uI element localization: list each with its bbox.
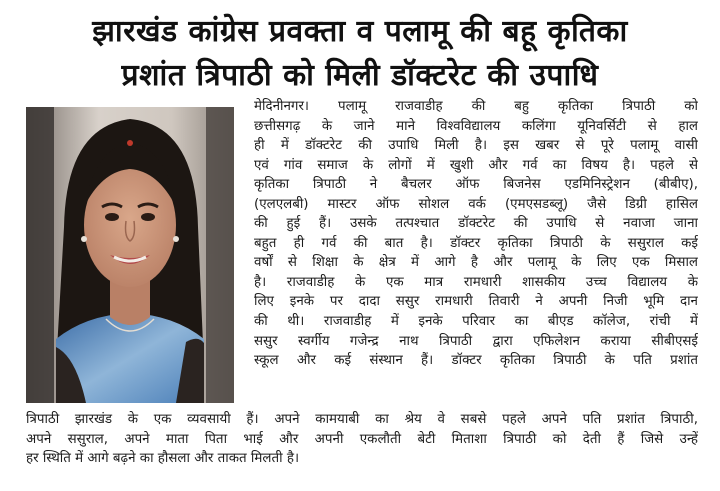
portrait-photo [26, 107, 234, 403]
article-line: स्कूल और कई संस्थान हैं। डॉक्टर कृतिका त्रिपाठी के पति प्रशांत [254, 353, 698, 369]
article-line: छत्तीसगढ़ के जाने माने विश्वविद्यालय कलिंगा यूनिवर्सिटी से हाल [254, 118, 698, 134]
article-line: लिए इनके पर दादा ससुर रामधारी तिवारी ने अपनी निजी भूमि दान [254, 294, 698, 310]
article-line: अपने ससुराल, अपने माता पिता भाई और अपनी एकलौती बेटी मिताशा त्रिपाठी को देती हैं जिसे उन्हें [26, 431, 698, 447]
article-line: (एलएलबी) मास्टर ऑफ सोशल वर्क (एमएसडब्लू) जैसे डिग्री हासिल [254, 196, 698, 212]
headline-line-1: झारखंड कांग्रेस प्रवक्ता व पलामू की बहू कृतिका [92, 14, 628, 49]
article-line: कृतिका त्रिपाठी ने बैचलर ऑफ बिजनेस एडमिनिस्ट्रेशन (बीबीए), [254, 177, 698, 193]
article-line: त्रिपाठी झारखंड के एक व्यवसायी हैं। अपने कामयाबी का श्रेय वे सबसे पहले अपने पति प्रशांत त्रिपाठी, [26, 412, 698, 427]
article-line: हर स्थिति में आगे बढ़ने का हौसला और ताकत मिलती है। [26, 451, 300, 467]
article-line: ही में डॉक्टरेट की उपाधि मिली है। इस खबर से पूरे पलामू वासी [254, 138, 698, 154]
article-line: बहुत ही गर्व की बात है। डॉक्टर कृतिका त्रिपाठी के ससुराल कई [254, 235, 698, 251]
article-line: है। राजवाडीह के एक मात्र रामधारी शासकीय उच्च विद्यालय के [254, 274, 698, 290]
article-body-column [254, 97, 698, 371]
headline-line-2: प्रशांत त्रिपाठी को मिली डॉक्टरेट की उपाधि [121, 58, 599, 93]
article-line: ससुर स्वर्गीय गजेन्द्र नाथ त्रिपाठी द्वारा एफिलेशन कराया सीबीएसई [254, 333, 698, 349]
article-line: की थी। राजवाडीह में इनके परिवार का बीएड कॉलेज, रांची में [254, 314, 698, 330]
article-line: की हुई हैं। उसके तत्पश्चात डॉक्टरेट की उपाधि से नवाजा जाना [254, 216, 698, 232]
article-line: मेदिनीनगर। पलामू राजवाडीह की बहु कृतिका त्रिपाठी को [254, 99, 698, 114]
article-line: वर्षों से शिक्षा के क्षेत्र में आगे है और पलामू के लिए एक मिसाल [254, 255, 698, 271]
article-line: एवं गांव समाज के लोगों में खुशी और गर्व का विषय है। पहले से [254, 157, 698, 173]
article-body-wide [26, 410, 698, 469]
